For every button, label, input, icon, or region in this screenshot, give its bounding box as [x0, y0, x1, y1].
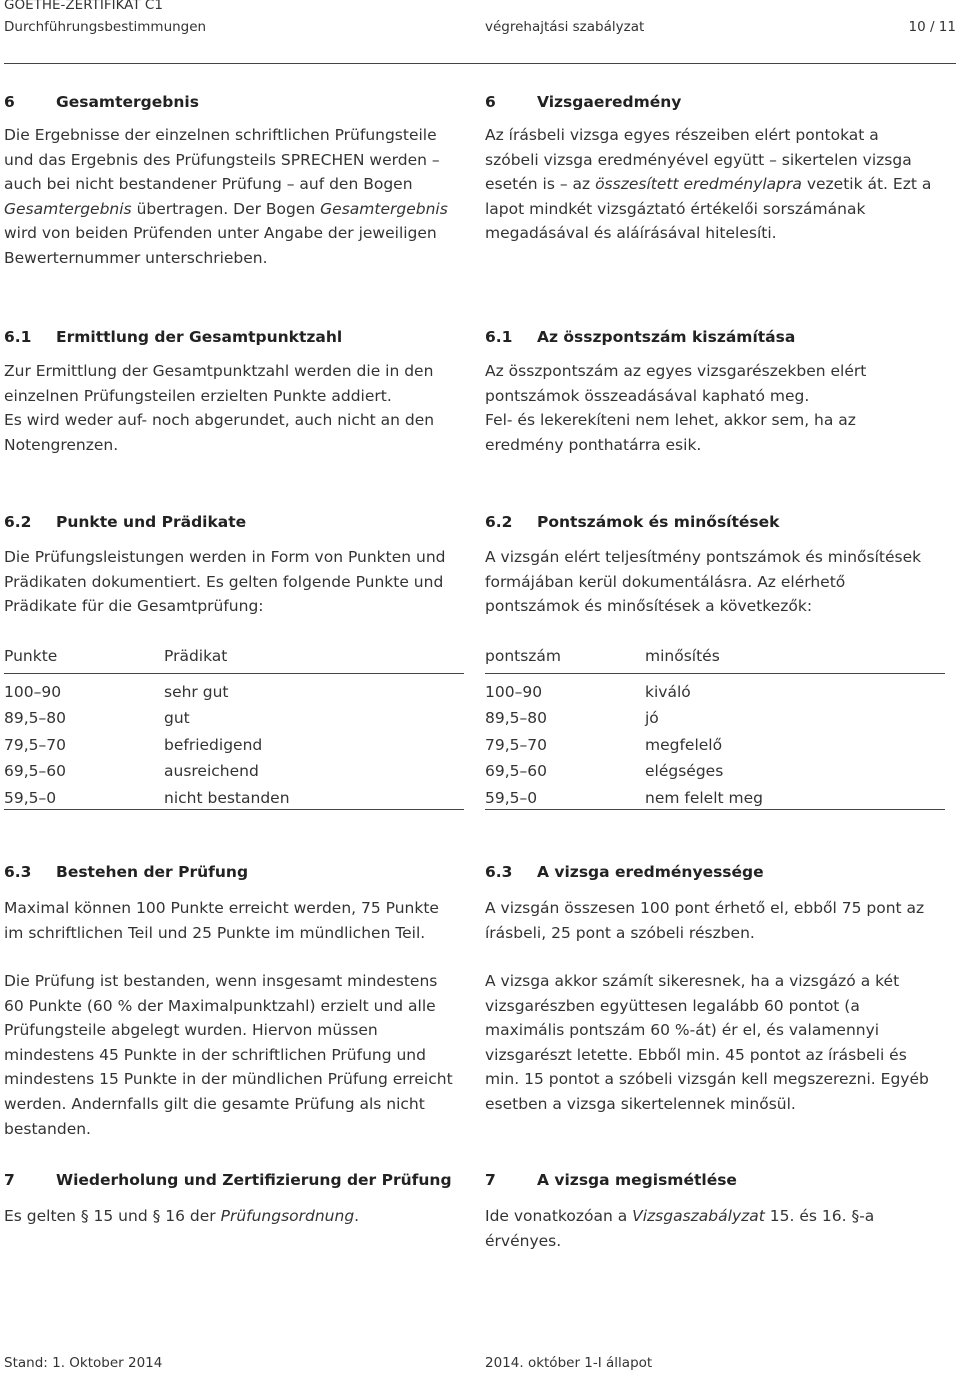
table-row [485, 780, 945, 809]
grade-cell: megfelelő [645, 735, 723, 754]
certificate-name: GOETHE-ZERTIFIKAT C1 [4, 0, 163, 13]
table-row [485, 754, 945, 781]
column-header-grade: minősítés [645, 647, 720, 665]
table-row [485, 727, 945, 754]
document-title-de: Durchführungsbestimmungen [4, 19, 207, 35]
section-6-2-text-hu: A vizsgán elért teljesítmény pontszámok és minősítések formájában kerül dokumentálásra. Az elérhető pontszámok és minősítések a következők: [485, 548, 922, 616]
points-cell: 59,5–0 [485, 780, 645, 809]
grade-cell: jó [645, 709, 659, 727]
footer-date-hu: 2014. október 1-I állapot [485, 1355, 653, 1371]
section-6-heading-hu: 6 Vizsgaeredmény [485, 93, 682, 111]
section-6-text-de: Die Ergebnisse der einzelnen schriftlichen Prüfungsteile und das Ergebnis des Prüfungsteils SPRECHEN werden – auch bei nicht bestandener Prüfung – auf den Bogen Gesamtergebnis übertragen. Der Bogen Gesamtergebnis wird von beiden Prüfenden unter Angabe der jeweiligen Bewerternummer unterschrieben. [4, 126, 448, 267]
column-header-points: pontszám [485, 647, 562, 665]
table-row [485, 701, 945, 728]
section-6-3-text-2-hu: A vizsga akkor számít sikeresnek, ha a vizsgázó a két vizsgarészben együttesen legalább 60 pontot (a maximális pontszám 60 %-át) ér el, és valamennyi vizsgarészt letette. Ebből min. 45 pontot az írásbeli és min. 15 pontot a szóbeli vizsgán kell megszerezni. Egyéb esetben a vizsga sikertelennek minősül. [485, 972, 929, 1113]
section-7-heading-de: 7 Wiederholung und Zertifizierung der Prüfung [4, 1171, 452, 1189]
page-number: 10 / 11 [908, 19, 956, 35]
section-6-3-text-2-de: Die Prüfung ist bestanden, wenn insgesamt mindestens 60 Punkte (60 % der Maximalpunktzahl) erzielt und alle Prüfungsteile abgelegt wurden. Hiervon müssen mindestens 45 Punkte in der schriftlichen Prüfung und mindestens 15 Punkte in der mündlichen Prüfung erreicht werden. Andernfalls gilt die gesamte Prüfung als nicht bestanden. [4, 972, 453, 1138]
points-cell: 100–90 [485, 682, 543, 701]
points-cell: 100–90 [4, 682, 62, 701]
section-6-1-heading-de: 6.1 Ermittlung der Gesamtpunktzahl [4, 328, 343, 346]
table-row [4, 780, 464, 809]
column-header-grade: Prädikat [164, 647, 228, 665]
points-cell: 89,5–80 [485, 709, 547, 727]
grades-table-hu [485, 647, 945, 810]
grade-cell: nicht bestanden [164, 780, 464, 809]
section-6-2-text-de: Die Prüfungsleistungen werden in Form von Punkten und Prädikaten dokumentiert. Es gelten folgende Punkte und Prädikate für die Gesamtprüfung: [4, 548, 446, 616]
grade-cell: elégséges [645, 762, 724, 780]
grade-cell: gut [164, 709, 190, 727]
grades-table-de [4, 647, 464, 810]
section-6-3-heading-de: 6.3 Bestehen der Prüfung [4, 863, 249, 881]
points-cell: 59,5–0 [4, 780, 164, 809]
table-header-row [4, 647, 464, 674]
section-6-2-heading-de: 6.2 Punkte und Prädikate [4, 513, 247, 531]
grade-cell: sehr gut [164, 682, 229, 701]
table-row [4, 727, 464, 754]
points-cell: 69,5–60 [4, 762, 66, 780]
section-7-heading-hu: 7 A vizsga megismétlése [485, 1171, 737, 1189]
grade-cell: befriedigend [164, 735, 263, 754]
section-6-3-text-1-de: Maximal können 100 Punkte erreicht werden, 75 Punkte im schriftlichen Teil und 25 Punkte im mündlichen Teil. [4, 899, 439, 942]
points-cell: 79,5–70 [4, 735, 66, 754]
footer-date-de: Stand: 1. Oktober 2014 [4, 1355, 163, 1371]
grade-cell: ausreichend [164, 762, 259, 780]
header-divider [4, 63, 956, 64]
table-row [4, 674, 464, 701]
section-6-text-hu: Az írásbeli vizsga egyes részeiben elért pontokat a szóbeli vizsga eredményével együtt – sikertelen vizsga esetén is – az összesített eredménylapra vezetik át. Ezt a lapot mindkét vizsgáztató értékelői sorszámának megadásával és aláírásával hitelesíti. [485, 126, 932, 243]
column-header-points: Punkte [4, 647, 58, 665]
table-row [4, 701, 464, 728]
points-cell: 79,5–70 [485, 735, 547, 754]
section-6-3-heading-hu: 6.3 A vizsga eredményessége [485, 863, 764, 881]
points-cell: 89,5–80 [4, 709, 66, 727]
section-6-1-heading-hu: 6.1 Az összpontszám kiszámítása [485, 328, 796, 346]
table-row [4, 754, 464, 781]
section-6-2-heading-hu: 6.2 Pontszámok és minősítések [485, 513, 780, 531]
section-7-text-de: Es gelten § 15 und § 16 der Prüfungsordnung. [4, 1207, 360, 1225]
section-6-heading-de: 6 Gesamtergebnis [4, 93, 199, 111]
grade-cell: nem felelt meg [645, 780, 945, 809]
table-row [485, 674, 945, 701]
section-7-text-hu: Ide vonatkozóan a Vizsgaszabályzat 15. és 16. §-a érvényes. [485, 1207, 875, 1250]
table-header-row [485, 647, 945, 674]
grade-cell: kiváló [645, 682, 691, 701]
section-6-3-text-1-hu: A vizsgán összesen 100 pont érhető el, ebből 75 pont az írásbeli, 25 pont a szóbeli részben. [485, 899, 925, 942]
section-6-1-text-de: Zur Ermittlung der Gesamtpunktzahl werden die in den einzelnen Prüfungsteilen erzielten Punkte addiert. Es wird weder auf- noch abgerundet, auch nicht an den Notengrenzen. [4, 362, 435, 454]
section-6-1-text-hu: Az összpontszám az egyes vizsgarészekben elért pontszámok összeadásával kapható meg. Fel- és lekerekíteni nem lehet, akkor sem, ha az eredmény ponthatárra esik. [485, 362, 867, 454]
document-title-hu: végrehajtási szabályzat [485, 19, 645, 35]
points-cell: 69,5–60 [485, 762, 547, 780]
